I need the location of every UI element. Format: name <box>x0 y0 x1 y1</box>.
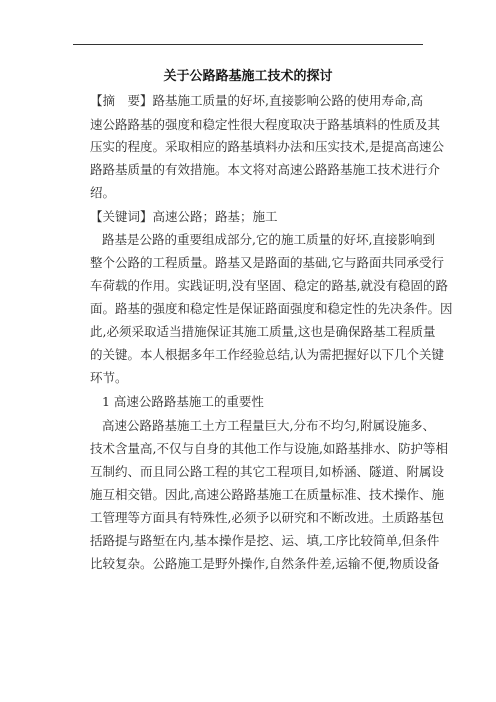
body-line: 路基是公路的重要组成部分,它的施工质量的好坏,直接影响到 <box>102 232 435 247</box>
body-line: 高速公路路基施工土方工程量巨大,分布不均匀,附属设施多、 <box>102 418 435 433</box>
header-rule <box>73 44 423 45</box>
abstract-line: 压实的程度。采取相应的路基填料办法和压实技术,是提高高速公 <box>90 139 444 154</box>
document-title: 关于公路路基施工技术的探讨 <box>163 69 333 84</box>
body-line: 整个公路的工程质量。路基又是路面的基础,它与路面共同承受行 <box>90 255 444 270</box>
abstract-line: 绍。 <box>90 185 116 200</box>
body-line: 面。路基的强度和稳定性是保证路面强度和稳定性的先决条件。因 <box>90 301 453 316</box>
body-line: 技术含量高,不仅与自身的其他工作与设施,如路基排水、防护等相 <box>90 441 448 456</box>
body-line: 环节。 <box>90 370 128 385</box>
body-line: 工管理等方面具有特殊性,必须予以研究和不断改进。土质路基包 <box>90 510 444 525</box>
body-line: 施互相交错。因此,高速公路路基施工在质量标准、技术操作、施 <box>90 487 444 502</box>
body-line: 互制约、而且同公路工程的其它工程项目,如桥涵、隧道、附属设 <box>90 464 444 479</box>
body-line: 车荷载的作用。实践证明,没有坚固、稳定的路基,就没有稳固的路 <box>90 278 448 293</box>
body-line: 的关键。本人根据多年工作经验总结,认为需把握好以下几个关键 <box>90 347 444 362</box>
body-line: 比较复杂。公路施工是野外操作,自然条件差,运输不便,物质设备 <box>90 556 440 571</box>
body-line: 括路提与路堑在内,基本操作是挖、运、填,工序比较简单,但条件 <box>90 533 440 548</box>
abstract-line: 【摘 要】路基施工质量的好坏,直接影响公路的使用寿命,高 <box>90 93 423 108</box>
abstract-line: 速公路路基的强度和稳定性很大程度取决于路基填料的性质及其 <box>90 117 441 132</box>
abstract-line: 路路基质量的有效措施。本文将对高速公路路基施工技术进行介 <box>90 162 441 177</box>
keywords-line: 【关键词】高速公路；路基；施工 <box>90 209 278 224</box>
body-line: 此,必须采取适当措施保证其施工质量,这也是确保路基工程质量 <box>90 324 436 339</box>
section-heading: 1 高速公路路基施工的重要性 <box>102 394 264 409</box>
